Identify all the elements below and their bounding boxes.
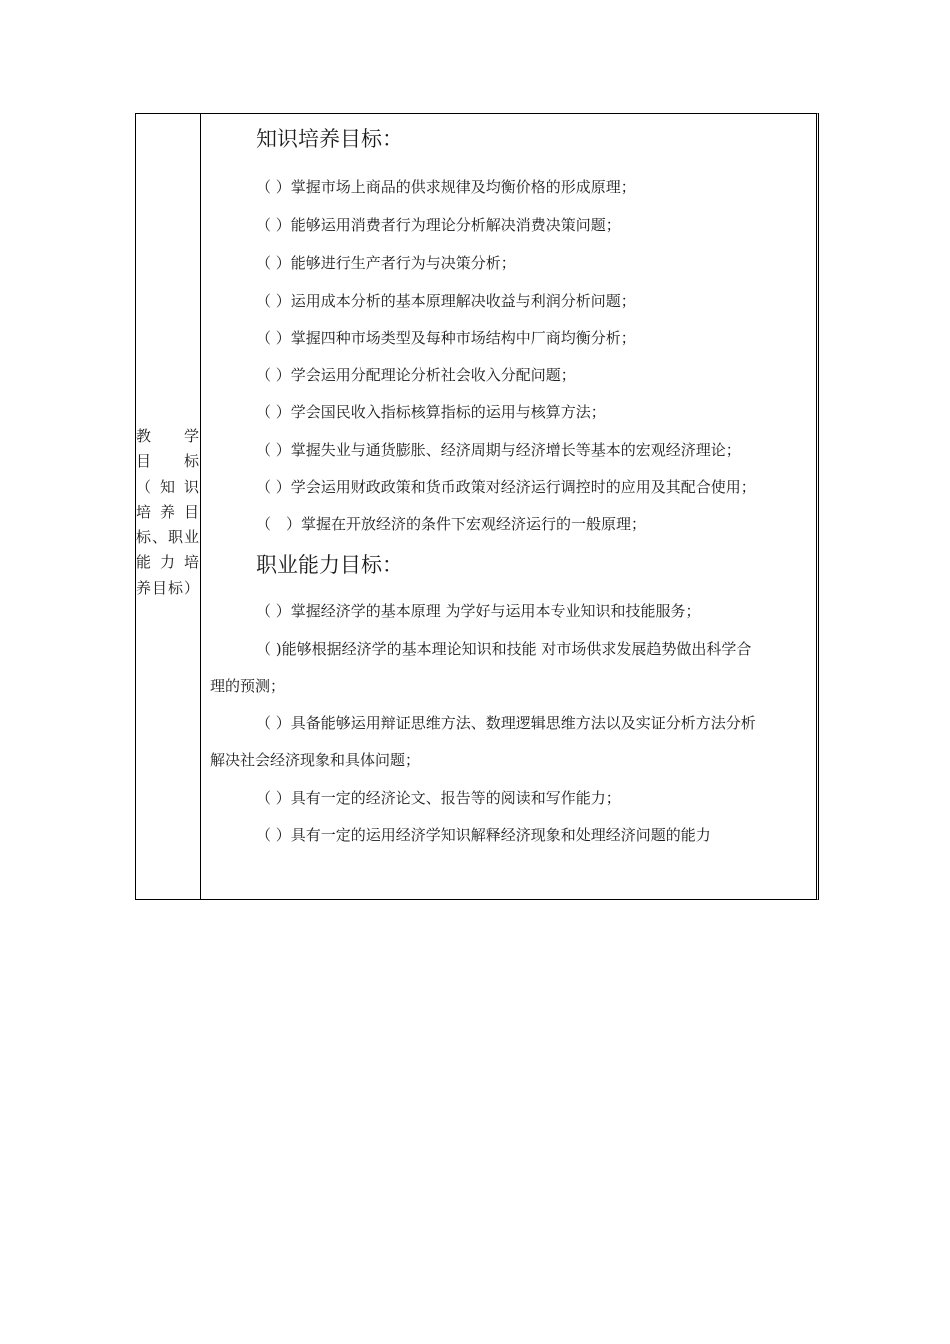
vocational-heading: 职业能力目标： [256, 553, 403, 577]
vocational-item: （ ）具备能够运用辩证思维方法、数理逻辑思维方法以及实证分析方法分析 [256, 714, 756, 732]
knowledge-item: （ ）能够进行生产者行为与决策分析； [256, 254, 516, 272]
row-label-cell [136, 424, 200, 601]
objectives-content-cell [201, 114, 816, 899]
row-label-line: 培养目 [136, 502, 199, 521]
vocational-item-continuation: 解决社会经济现象和具体问题； [210, 751, 421, 769]
row-label-line: 教 学 [136, 427, 199, 445]
knowledge-item: （ ）能够运用消费者行为理论分析解决消费决策问题； [256, 216, 621, 234]
row-label-line: 能力培 [136, 553, 199, 572]
row-label-line: （知识 [136, 477, 199, 496]
objectives-table [135, 113, 819, 900]
row-label-line: 养目标） [136, 578, 199, 597]
knowledge-item: （ ）掌握市场上商品的供求规律及均衡价格的形成原理； [256, 178, 636, 196]
knowledge-item: （ ）掌握在开放经济的条件下宏观经济运行的一般原理； [256, 515, 647, 533]
vocational-item: （ )能够根据经济学的基本理论知识和技能 对市场供求发展趋势做出科学合 [256, 640, 752, 658]
knowledge-item: （ ）学会国民收入指标核算指标的运用与核算方法； [256, 403, 606, 421]
row-label-line: 目 标 [136, 452, 199, 471]
knowledge-item: （ ）掌握失业与通货膨胀、经济周期与经济增长等基本的宏观经济理论； [256, 441, 741, 459]
knowledge-item: （ ）学会运用分配理论分析社会收入分配问题； [256, 366, 576, 384]
vocational-item: （ ）具有一定的运用经济学知识解释经济现象和处理经济问题的能力 [256, 826, 711, 844]
knowledge-item: （ ）学会运用财政政策和货币政策对经济运行调控时的应用及其配合使用； [256, 478, 756, 496]
knowledge-heading: 知识培养目标： [256, 127, 403, 151]
vocational-item: （ ）具有一定的经济论文、报告等的阅读和写作能力； [256, 789, 621, 807]
vocational-item: （ ）掌握经济学的基本原理 为学好与运用本专业知识和技能服务； [256, 602, 701, 620]
row-label-line: 标、职业 [136, 528, 199, 547]
knowledge-item: （ ）掌握四种市场类型及每种市场结构中厂商均衡分析； [256, 329, 636, 347]
vocational-item-continuation: 理的预测； [210, 677, 286, 695]
knowledge-item: （ ）运用成本分析的基本原理解决收益与利润分析问题； [256, 292, 636, 310]
